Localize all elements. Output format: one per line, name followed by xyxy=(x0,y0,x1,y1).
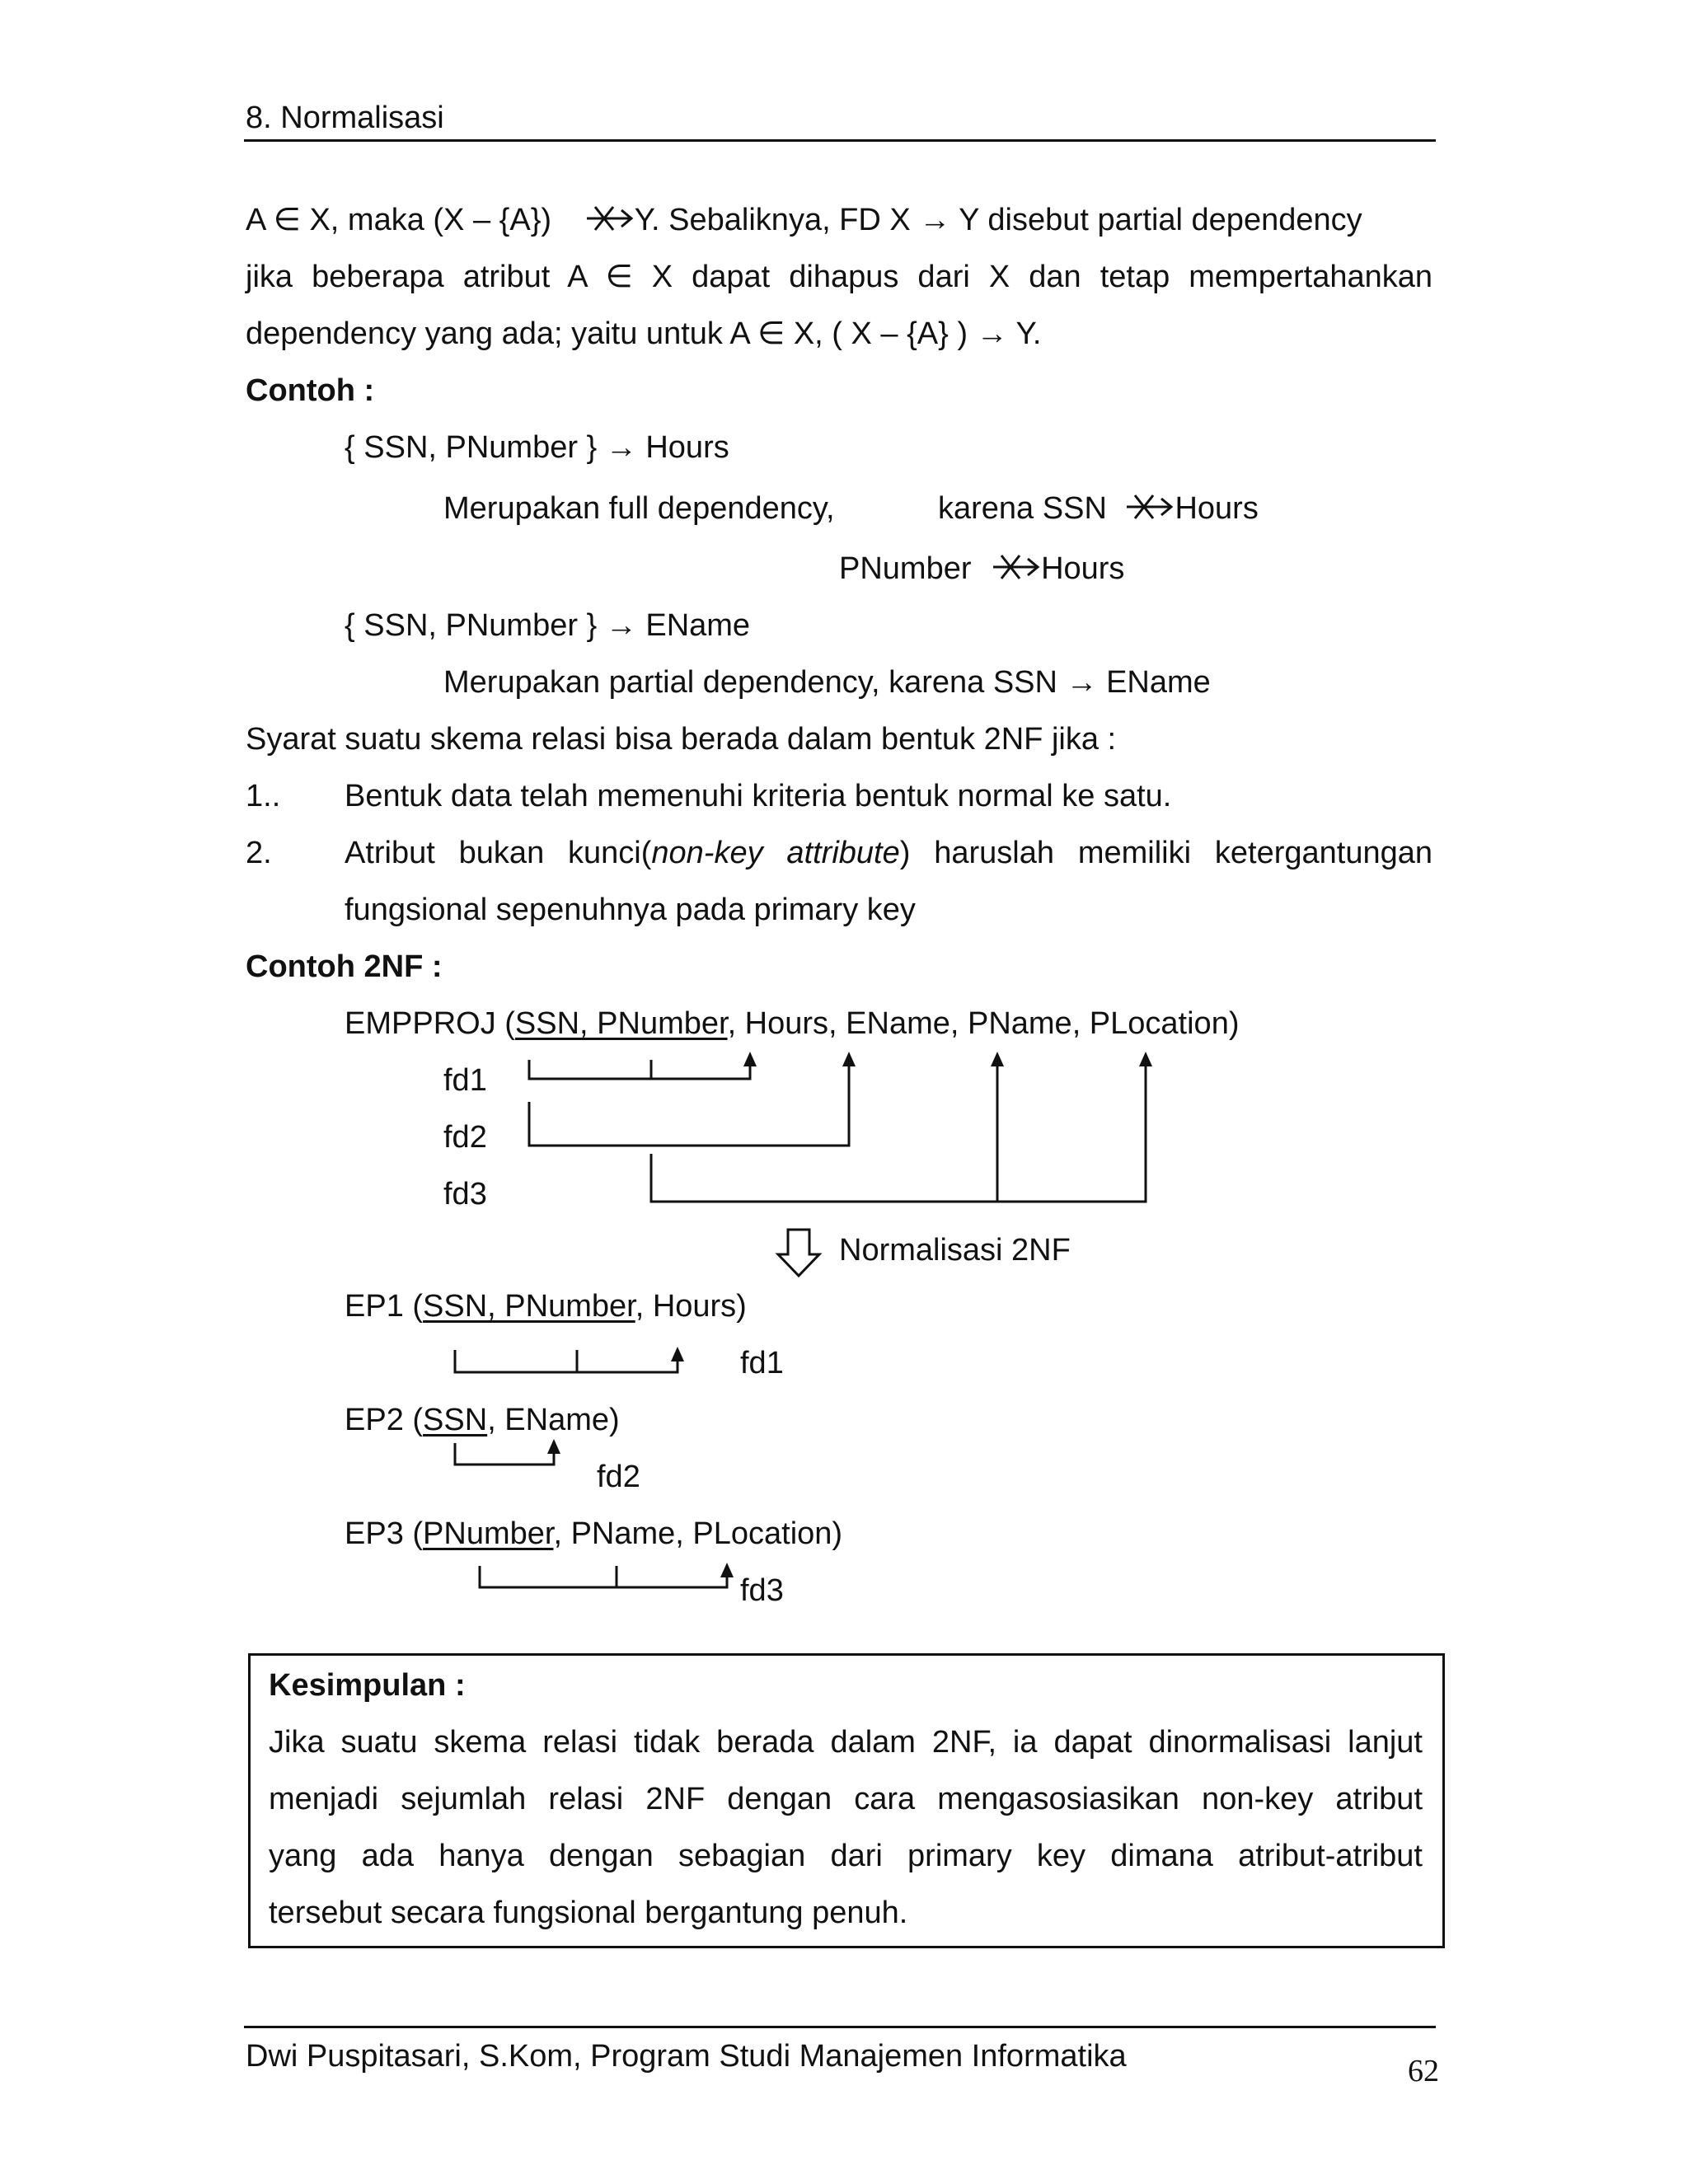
example1-note: Merupakan full dependency, xyxy=(443,491,835,526)
list-number-2: 2. xyxy=(246,836,272,870)
ep2-attributes: , EName) xyxy=(487,1403,620,1437)
ep1-prefix: EP1 ( xyxy=(345,1289,424,1324)
para1-line3: dependency yang ada; yaitu untuk A ∈ X, ( X – {A} ) → Y. xyxy=(246,316,1042,351)
contoh-title: Contoh : xyxy=(246,373,375,408)
normalisasi-label: Normalisasi 2NF xyxy=(839,1233,1071,1268)
syarat-intro: Syarat suatu skema relasi bisa berada dalam bentuk 2NF jika : xyxy=(246,722,1117,757)
fd3-connector xyxy=(651,1065,1146,1202)
ep3-relation xyxy=(345,1515,842,1553)
list-item-2-a: Atribut bukan kunci( xyxy=(345,836,652,870)
ep1-fd1-connector xyxy=(455,1350,678,1372)
kesimpulan-line4: tersebut secara fungsional bergantung penuh. xyxy=(269,1896,908,1930)
ep2-fd-label: fd2 xyxy=(597,1460,640,1494)
arrowhead-icon xyxy=(547,1439,560,1454)
para1-line1-a: A ∈ X, maka (X – {A}) xyxy=(246,203,552,237)
reason2-right: Hours xyxy=(1041,551,1125,586)
arrowhead-icon xyxy=(720,1563,734,1577)
kesimpulan-line2: menjadi sejumlah relasi 2NF dengan cara mengasosiasikan non-key atribut xyxy=(269,1782,1423,1816)
ep2-fd2-connector xyxy=(455,1443,554,1465)
reason1-left: karena SSN xyxy=(938,491,1107,526)
ep2-prefix: EP2 ( xyxy=(345,1403,424,1437)
arrowhead-icon xyxy=(743,1052,757,1066)
list-item-1: Bentuk data telah memenuhi kriteria bentuk normal ke satu. xyxy=(345,779,1172,813)
arrowhead-icon xyxy=(1139,1052,1152,1066)
ep3-attributes: , PName, PLocation) xyxy=(553,1516,843,1551)
footer-rule xyxy=(244,2026,1436,2028)
ep1-relation xyxy=(345,1287,747,1325)
normalize-down-arrow-icon xyxy=(778,1230,819,1276)
ep3-fd-label: fd3 xyxy=(740,1573,784,1608)
footer-author: Dwi Puspitasari, S.Kom, Program Studi Manajemen Informatika xyxy=(246,2039,1127,2074)
ep3-primary-key: PNumber xyxy=(423,1516,554,1551)
reason1-right: Hours xyxy=(1175,491,1259,526)
page-number: 62 xyxy=(1408,2054,1439,2088)
kesimpulan-title: Kesimpulan : xyxy=(269,1668,466,1703)
contoh2nf-title: Contoh 2NF : xyxy=(246,949,443,984)
list-number-1: 1.. xyxy=(246,779,281,813)
fd1-label: fd1 xyxy=(443,1063,487,1098)
example2-fd: { SSN, PNumber } → EName xyxy=(345,608,751,643)
list-item-2-c: ) haruslah memiliki ketergantungan xyxy=(899,836,1432,870)
ep1-attributes: , Hours) xyxy=(635,1289,747,1324)
example1-fd: { SSN, PNumber } → Hours xyxy=(345,430,729,465)
ep2-relation xyxy=(345,1401,620,1439)
reason2-left: PNumber xyxy=(839,551,972,586)
fd1-connector xyxy=(529,1060,750,1079)
arrowhead-icon xyxy=(671,1347,684,1361)
ep2-primary-key: SSN xyxy=(423,1403,488,1437)
list-item-2-italic: non-key attribute xyxy=(651,836,900,870)
fd3-label: fd3 xyxy=(443,1177,487,1212)
list-item-2-line2: fungsional sepenuhnya pada primary key xyxy=(345,893,916,927)
ep1-primary-key: SSN, PNumber xyxy=(423,1289,635,1324)
empproj-attributes: , Hours, EName, PName, PLocation) xyxy=(727,1006,1240,1041)
ep3-fd3-connector xyxy=(480,1566,727,1587)
chapter-header: 8. Normalisasi xyxy=(246,101,444,135)
kesimpulan-line3: yang ada hanya dengan sebagian dari primary key dimana atribut-atribut xyxy=(269,1839,1423,1873)
arrowhead-icon xyxy=(991,1052,1004,1066)
arrowhead-icon xyxy=(842,1052,856,1066)
ep1-fd-label: fd1 xyxy=(740,1346,784,1380)
empproj-primary-key: SSN, PNumber xyxy=(514,1006,728,1041)
kesimpulan-line1: Jika suatu skema relasi tidak berada dalam 2NF, ia dapat dinormalisasi lanjut xyxy=(269,1725,1423,1760)
para1-line1-b: Y. Sebaliknya, FD X → Y disebut partial dependency xyxy=(634,203,1362,237)
para1-line2: jika beberapa atribut A ∈ X dapat dihapus dari X dan tetap mempertahankan xyxy=(246,260,1432,294)
ep3-prefix: EP3 ( xyxy=(345,1516,424,1551)
fd2-label: fd2 xyxy=(443,1120,487,1155)
fd2-connector xyxy=(529,1065,849,1146)
empproj-prefix: EMPPROJ ( xyxy=(345,1006,515,1041)
example2-note: Merupakan partial dependency, karena SSN → EName xyxy=(443,665,1211,700)
